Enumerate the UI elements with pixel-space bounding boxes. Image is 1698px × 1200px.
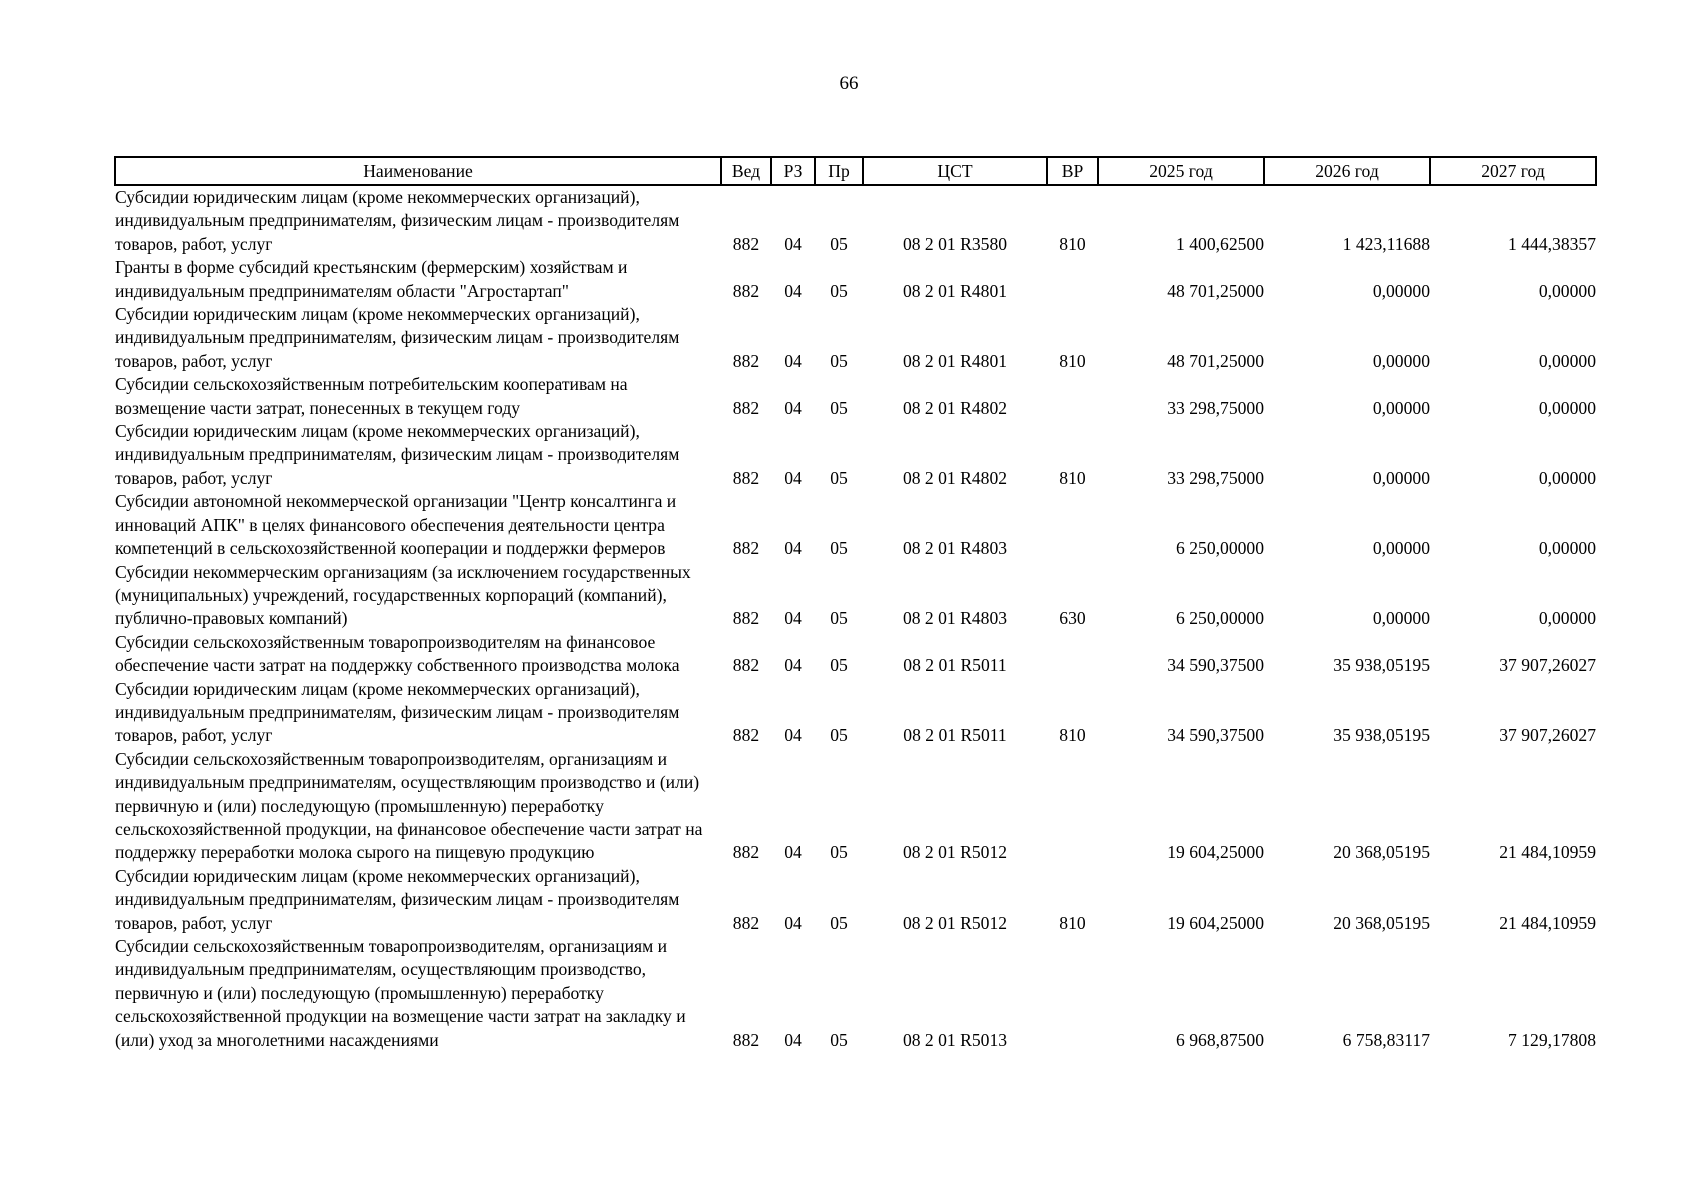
cell-2025: 1 400,62500: [1176, 233, 1264, 254]
cell-cst: 08 2 01 R4802: [902, 397, 1008, 418]
cell-pr: 05: [830, 467, 848, 488]
header-rz: РЗ: [771, 157, 815, 185]
page-number: 66: [839, 73, 859, 94]
cell-cst: 08 2 01 R5011: [903, 655, 1007, 676]
cell-2026: 0,00000: [1372, 467, 1430, 488]
table-row: [115, 256, 1596, 303]
cell-2025: 48 701,25000: [1167, 350, 1264, 371]
cell-2027: 0,00000: [1538, 467, 1596, 488]
cell-name: Субсидии сельскохозяйственным товаропроизводителям на финансовое обеспечение части затрат на поддержку собственного производства молока: [115, 631, 680, 676]
cell-rz: 04: [784, 467, 802, 488]
cell-2025: 6 250,00000: [1176, 538, 1264, 559]
cell-pr: 05: [830, 912, 848, 933]
cell-2026: 0,00000: [1372, 350, 1430, 371]
cell-ved: 882: [732, 397, 760, 418]
cell-2027: 21 484,10959: [1499, 912, 1596, 933]
cell-vr: [1047, 490, 1098, 560]
cell-ved: 882: [732, 1029, 760, 1050]
header-name: Наименование: [115, 157, 721, 185]
cell-ved: 882: [732, 912, 760, 933]
cell-name: Субсидии сельскохозяйственным потребительским кооперативам на возмещение части затрат, понесенных в текущем году: [115, 374, 628, 418]
cell-2026: 0,00000: [1372, 538, 1430, 559]
cell-vr: [1047, 631, 1098, 678]
cell-ved: 882: [732, 280, 760, 301]
cell-2027: 21 484,10959: [1499, 842, 1596, 863]
cell-pr: 05: [830, 608, 848, 629]
cell-2026: 6 758,83117: [1342, 1029, 1430, 1050]
cell-vr: [1047, 373, 1098, 420]
table-row: [115, 490, 1596, 560]
table-row: [115, 935, 1596, 1052]
cell-cst: 08 2 01 R3580: [902, 233, 1008, 254]
table-row: [115, 865, 1596, 935]
cell-rz: 04: [784, 280, 802, 301]
cell-vr: [1047, 256, 1098, 303]
header-2027: 2027 год: [1430, 157, 1596, 185]
cell-2025: 34 590,37500: [1167, 655, 1264, 676]
cell-2026: 20 368,05195: [1333, 842, 1430, 863]
header-2026: 2026 год: [1264, 157, 1430, 185]
cell-2027: 0,00000: [1538, 608, 1596, 629]
cell-2027: 1 444,38357: [1508, 233, 1596, 254]
cell-cst: 08 2 01 R5012: [902, 912, 1008, 933]
cell-rz: 04: [784, 350, 802, 371]
cell-2025: 33 298,75000: [1167, 397, 1264, 418]
table-row: [115, 631, 1596, 678]
cell-vr: 810: [1059, 350, 1086, 371]
cell-pr: 05: [830, 1029, 848, 1050]
cell-2026: 0,00000: [1372, 608, 1430, 629]
cell-2025: 19 604,25000: [1167, 912, 1264, 933]
cell-2026: 0,00000: [1372, 397, 1430, 418]
cell-2025: 48 701,25000: [1167, 280, 1264, 301]
cell-pr: 05: [830, 538, 848, 559]
header-cst: ЦСТ: [863, 157, 1047, 185]
cell-pr: 05: [830, 655, 848, 676]
cell-2026: 35 938,05195: [1333, 725, 1430, 746]
header-ved: Вед: [721, 157, 771, 185]
cell-cst: 08 2 01 R4801: [902, 280, 1008, 301]
cell-2027: 0,00000: [1538, 538, 1596, 559]
header-vr: ВР: [1047, 157, 1098, 185]
cell-rz: 04: [784, 538, 802, 559]
cell-name: Субсидии автономной некоммерческой организации "Центр консалтинга и инноваций АПК" в целях финансового обеспечения деятельности центра компетенций в сельскохозяйственной кооперации и поддержки фермеров: [115, 491, 677, 559]
cell-2027: 37 907,26027: [1499, 655, 1596, 676]
cell-name: Субсидии юридическим лицам (кроме некоммерческих организаций), индивидуальным предпринимателям, физическим лицам - производителям товаров, работ, услуг: [115, 421, 680, 488]
cell-ved: 882: [732, 350, 760, 371]
cell-rz: 04: [784, 233, 802, 254]
cell-rz: 04: [784, 912, 802, 933]
table-body: [115, 185, 1596, 1052]
table-row: [115, 748, 1596, 865]
cell-cst: 08 2 01 R4801: [902, 350, 1008, 371]
cell-pr: 05: [830, 397, 848, 418]
cell-2026: 0,00000: [1372, 280, 1430, 301]
cell-pr: 05: [830, 233, 848, 254]
cell-cst: 08 2 01 R5012: [902, 842, 1008, 863]
cell-rz: 04: [784, 725, 802, 746]
cell-2027: 37 907,26027: [1499, 725, 1596, 746]
cell-ved: 882: [732, 608, 760, 629]
cell-2027: 0,00000: [1538, 350, 1596, 371]
cell-name: Субсидии юридическим лицам (кроме некоммерческих организаций), индивидуальным предпринимателям, физическим лицам - производителям товаров, работ, услуг: [115, 865, 680, 933]
cell-2026: 20 368,05195: [1333, 912, 1430, 933]
cell-ved: 882: [732, 725, 760, 746]
cell-name: Субсидии некоммерческим организациям (за исключением государственных (муниципальных) учреждений, государственных корпораций (компаний), публично-правовых компаний): [115, 561, 691, 629]
cell-vr: 810: [1059, 233, 1086, 254]
cell-rz: 04: [784, 1029, 802, 1050]
cell-name: Субсидии сельскохозяйственным товаропроизводителям, организациям и индивидуальным предпринимателям, осуществляющим производство, первичную и (или) последующую (промышленную) переработку сельскохозяйственной продукции на возмещение части затрат на закладку и (или) уход за многолетними насаждениями: [115, 936, 686, 1050]
header-pr: Пр: [815, 157, 863, 185]
cell-ved: 882: [732, 467, 760, 488]
header-2025: 2025 год: [1098, 157, 1264, 185]
cell-2025: 19 604,25000: [1167, 842, 1264, 863]
header-row: [115, 157, 1596, 185]
table-row: [115, 678, 1596, 748]
cell-vr: 810: [1059, 725, 1086, 746]
table-row: [115, 420, 1596, 490]
cell-2025: 6 968,87500: [1176, 1029, 1264, 1050]
cell-pr: 05: [830, 842, 848, 863]
cell-2027: 7 129,17808: [1508, 1029, 1596, 1050]
cell-ved: 882: [732, 842, 760, 863]
cell-cst: 08 2 01 R4803: [902, 538, 1008, 559]
cell-ved: 882: [732, 538, 760, 559]
cell-cst: 08 2 01 R5011: [903, 725, 1007, 746]
cell-pr: 05: [830, 280, 848, 301]
cell-2026: 1 423,11688: [1342, 233, 1430, 254]
cell-rz: 04: [784, 397, 802, 418]
cell-vr: 630: [1059, 608, 1086, 629]
cell-name: Субсидии юридическим лицам (кроме некоммерческих организаций), индивидуальным предпринимателям, физическим лицам - производителям товаров, работ, услуг: [115, 304, 680, 371]
table-row: [115, 561, 1596, 631]
cell-2025: 34 590,37500: [1167, 725, 1264, 746]
cell-2027: 0,00000: [1538, 397, 1596, 418]
cell-cst: 08 2 01 R4802: [902, 467, 1008, 488]
table-row: [115, 185, 1596, 256]
cell-cst: 08 2 01 R4803: [902, 608, 1008, 629]
cell-cst: 08 2 01 R5013: [902, 1029, 1008, 1050]
cell-ved: 882: [732, 233, 760, 254]
cell-2027: 0,00000: [1538, 280, 1596, 301]
cell-vr: [1047, 935, 1098, 1052]
cell-2025: 6 250,00000: [1176, 608, 1264, 629]
cell-name: Субсидии сельскохозяйственным товаропроизводителям, организациям и индивидуальным предпринимателям, осуществляющим производство и (или) первичную и (или) последующую (промышленную) переработку сельскохозяйственной продукции, на финансовое обеспечение части затрат на поддержку переработки молока сырого на пищевую продукцию: [115, 748, 703, 863]
cell-rz: 04: [784, 608, 802, 629]
table-row: [115, 373, 1596, 420]
cell-rz: 04: [784, 842, 802, 863]
cell-pr: 05: [830, 350, 848, 371]
cell-rz: 04: [784, 655, 802, 676]
cell-ved: 882: [732, 655, 760, 676]
cell-name: Субсидии юридическим лицам (кроме некоммерческих организаций), индивидуальным предпринимателям, физическим лицам - производителям товаров, работ, услуг: [115, 187, 680, 254]
cell-vr: 810: [1059, 912, 1086, 933]
cell-name: Гранты в форме субсидий крестьянским (фермерским) хозяйствам и индивидуальным предпринимателям области "Агростартап": [115, 257, 628, 301]
cell-pr: 05: [830, 725, 848, 746]
cell-name: Субсидии юридическим лицам (кроме некоммерческих организаций), индивидуальным предпринимателям, физическим лицам - производителям товаров, работ, услуг: [115, 678, 680, 746]
table-row: [115, 303, 1596, 373]
cell-vr: [1047, 748, 1098, 865]
cell-2025: 33 298,75000: [1167, 467, 1264, 488]
cell-2026: 35 938,05195: [1333, 655, 1430, 676]
budget-table: [114, 156, 1597, 1052]
cell-vr: 810: [1059, 467, 1086, 488]
